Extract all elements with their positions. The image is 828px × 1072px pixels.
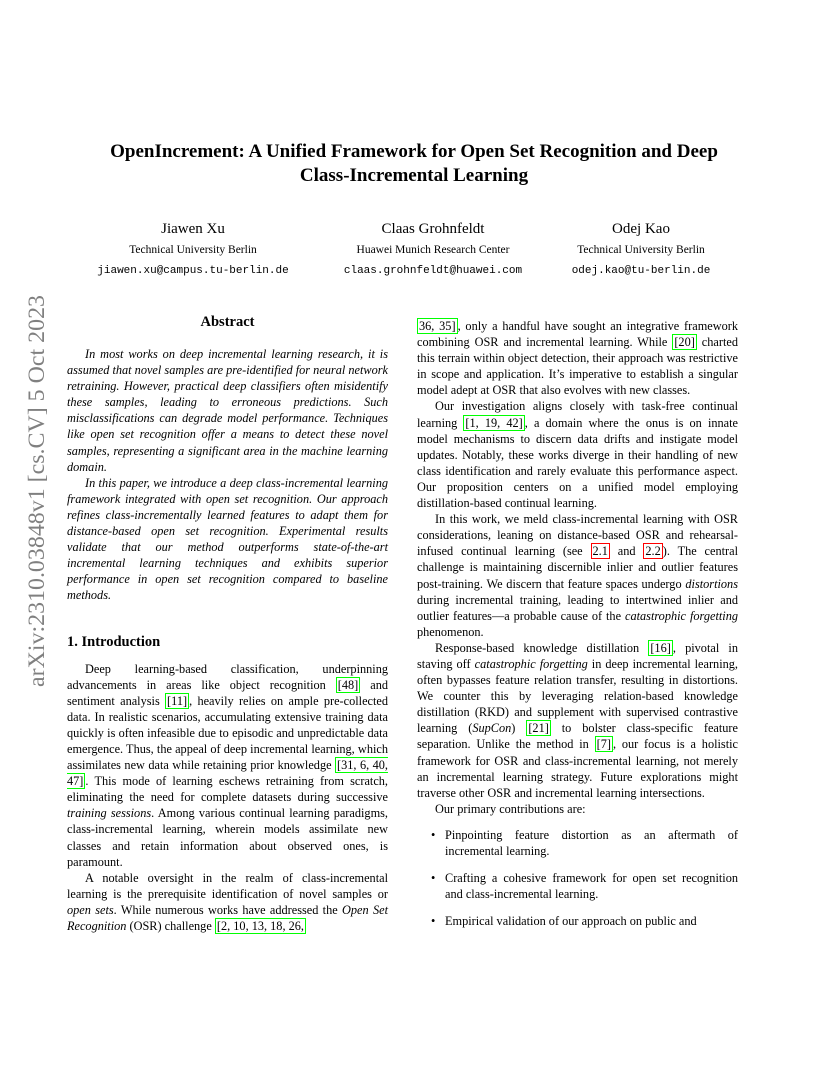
author-affiliation: Huawei Munich Research Center [356, 244, 510, 256]
text-run: during incremental training, leading to intertwined inlier and outlier features—a probable cause of the [417, 592, 738, 623]
emphasis: SupCon [472, 721, 512, 736]
text-run: , a domain where the onus is on innate model mechanisms to discern data drifts and instigate model updates. Notably, these works diverge in their handling of new class identification and rarely evaluate this performance aspect. Our proposition centers on a unified model employing distillation-based continual learning. [417, 415, 738, 511]
text-run: . While numerous works have addressed the [113, 902, 343, 917]
list-item-text: Pinpointing feature distortion as an aftermath of incremental learning. [445, 827, 738, 858]
text-run: in deep incremental learning, often bypasses feature relation transfer, resulting in distortions. We counter this by leveraging relation-based knowledge distillation (RKD) and supplement with supervised contrastive learning ( [417, 656, 738, 736]
citation-link[interactable]: [11] [167, 693, 188, 708]
introduction-heading: 1. Introduction [67, 633, 161, 650]
author-email[interactable]: claas.grohnfeldt@huawei.com [343, 265, 523, 277]
body-paragraph: Our primary contributions are: [435, 801, 586, 816]
citation-link[interactable]: [48] [337, 677, 359, 692]
text-run: ) [511, 721, 527, 736]
citation-link[interactable]: [31, 6, 40, 47] [67, 758, 388, 789]
author-block [313, 219, 553, 279]
abstract-heading: Abstract [200, 314, 255, 330]
text-run: , heavily relies on ample pre-collected data. In realistic scenarios, accumulating extensive training data quickly is often infeasible due to episodic and unpredictable data emergence. Thus, the appeal of deep incremental learning, which assimilates new data while retaining prior knowledge [67, 693, 389, 773]
text-run: A notable oversight in the realm of class-incremental learning is the prerequisite identification of novel samples or [67, 870, 388, 901]
citation-link[interactable]: [2, 10, 13, 18, 26, [216, 919, 304, 933]
list-item [417, 870, 738, 902]
title-line-1: OpenIncrement: A Unified Framework for Open Set Recognition and Deep [110, 141, 718, 162]
author-email[interactable]: jiawen.xu@campus.tu-berlin.de [97, 265, 289, 277]
text-run: and sentiment analysis [67, 677, 388, 708]
abstract-paragraph: In most works on deep incremental learning research, it is assumed that novel samples are pre-identified for neural network retraining. However, practical deep classifiers often misidentify these samples, leading to erroneous predictions. Such misclassifications can degrade model performance. Techniques like open set recognition offer a means to detect these novel samples, representing a significant area in the machine learning domain. [67, 347, 388, 474]
body-paragraph [417, 511, 738, 640]
text-run: , only a handful have sought an integrative framework combining OSR and incremental learning. While [417, 319, 738, 350]
abstract-paragraph: In this paper, we introduce a deep class-incremental learning framework integrated with open set recognition. Our approach refines class-incrementally learned features to adapt them for distance-based open set recognition. Experimental results validate that our method outperforms state-of-the-art incremental learning techniques and exhibits superior performance in open set recognition compared to baseline methods. [67, 475, 388, 603]
author-block [73, 219, 313, 279]
contributions-list [417, 827, 738, 929]
bullet-icon: • [431, 827, 436, 842]
emphasis: distortions [685, 576, 738, 591]
author-affiliation: Technical University Berlin [577, 244, 705, 256]
citation-link[interactable]: [1, 19, 42] [465, 415, 523, 430]
title-line-2: Class-Incremental Learning [299, 165, 529, 186]
intro-paragraph [67, 870, 388, 934]
author-email[interactable]: odej.kao@tu-berlin.de [571, 265, 711, 277]
bullet-icon: • [431, 914, 436, 929]
paper-title [60, 140, 768, 188]
emphasis: Open Set Recognition [67, 902, 388, 933]
author-affiliation: Technical University Berlin [129, 244, 257, 256]
text-run: charted this terrain within object detection, their approach was restrictive in scope and application. It’s imperative to establish a singular model adept at OSR that also evolves with new classes. [417, 335, 738, 398]
text-run: ). The central challenge is maintaining discernible inlier and outlier features post-training. We discern that feature spaces undergo [417, 544, 739, 591]
author-name: Claas Grohnfeldt [381, 221, 485, 237]
citation-link[interactable]: 36, 35] [419, 319, 456, 333]
citation-link[interactable]: [16] [650, 640, 671, 655]
citation-link[interactable]: [20] [674, 335, 695, 350]
text-run: , our focus is a holistic framework for OSR and class-incremental learning, not merely an incremental learning strategy. Future explorations might traverse other OSR and incremental learning intersections. [417, 737, 739, 800]
emphasis: open sets [67, 902, 114, 917]
section-ref-link[interactable]: 2.1 [592, 544, 608, 559]
list-item [417, 913, 738, 929]
left-column [67, 313, 388, 934]
text-run: Deep learning-based classification, underpinning advancements in areas like object recognition [67, 661, 388, 692]
text-run: (OSR) challenge [126, 919, 215, 933]
body-paragraph [417, 398, 738, 511]
text-run: In this work, we meld class-incremental learning with OSR considerations, leaning on distance-based OSR and rehearsal-infused continual learning (see [417, 512, 738, 559]
arxiv-stamp-text: arXiv:2310.03848v1 [cs.CV] 5 Oct 2023 [24, 310, 49, 687]
arxiv-stamp [10, 295, 54, 690]
citation-link[interactable]: [21] [528, 721, 549, 736]
bullet-icon: • [431, 871, 436, 886]
text-run: and [609, 544, 644, 559]
list-item-text: Empirical validation of our approach on public and [445, 914, 697, 929]
emphasis: catastrophic forgetting [474, 656, 588, 671]
text-run: , pivotal in staving off [417, 640, 738, 671]
author-name: Odej Kao [612, 221, 670, 237]
list-item-text: Crafting a cohesive framework for open set recognition and class-incremental learning. [445, 871, 738, 902]
body-paragraph [417, 640, 738, 801]
text-run: . Among various continual learning paradigms, class-incremental learning, wherein models assimilate new classes and retain information about observed ones, is paramount. [67, 806, 388, 869]
text-run: Response-based knowledge distillation [435, 640, 649, 655]
author-name: Jiawen Xu [161, 221, 225, 237]
emphasis: training sessions [67, 806, 152, 821]
section-ref-link[interactable]: 2.2 [645, 544, 661, 559]
citation-link[interactable]: [7] [596, 737, 611, 752]
list-item [417, 827, 738, 859]
right-column [417, 318, 738, 940]
text-run: Our investigation aligns closely with task-free continual learning [417, 399, 738, 430]
intro-paragraph [67, 661, 388, 870]
author-block [521, 219, 761, 279]
text-run: to bolster class-specific feature separation. Unlike the method in [417, 721, 738, 752]
text-run: . This mode of learning eschews retraining from scratch, eliminating the need for complete datasets during successive [67, 774, 388, 805]
emphasis: catastrophic forgetting [624, 608, 738, 623]
text-run: phenomenon. [417, 624, 484, 639]
body-paragraph [417, 318, 738, 398]
